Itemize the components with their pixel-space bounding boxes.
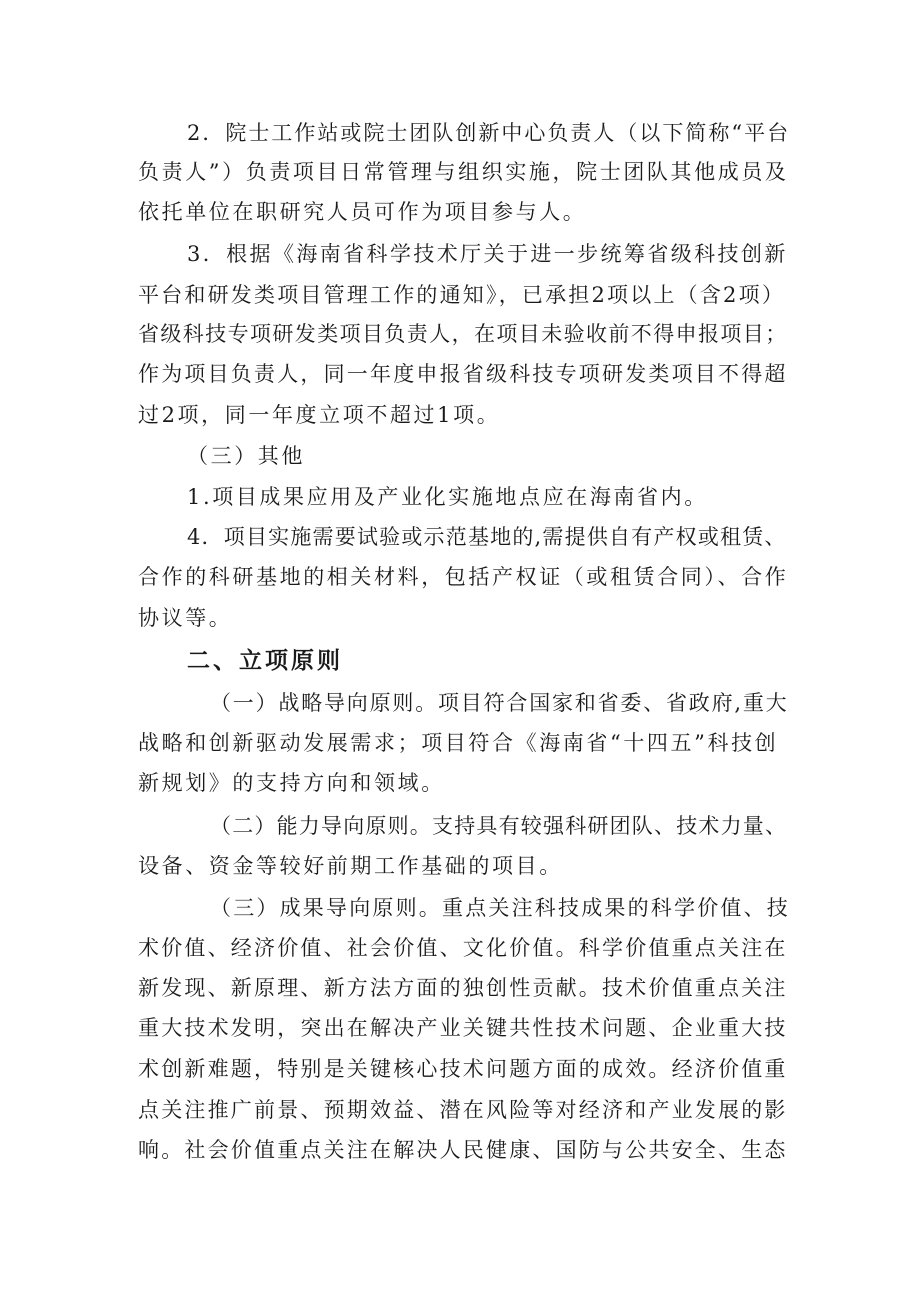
- text-line: 负责人”）负责项目日常管理与组织实施，院士团队其他成员及: [138, 160, 789, 184]
- text-line: 点关注推广前景、预期效益、潜在风险等对经济和产业发展的影: [138, 1098, 788, 1122]
- text-line: 战略和创新驱动发展需求；项目符合《海南省“十四五”科技创: [138, 731, 779, 755]
- text-line: 新发现、新原理、新方法方面的独创性贡献。技术价值重点关注: [138, 976, 788, 1000]
- text-line: 术价值、经济价值、社会价值、文化价值。科学价值重点关注在: [138, 936, 788, 960]
- text-line: 重大技术发明，突出在解决产业关键共性技术问题、企业重大技: [138, 1016, 788, 1040]
- text-line: （三）其他: [187, 444, 305, 468]
- text-line: 过2项，同一年度立项不超过1项。: [138, 403, 501, 427]
- text-line: 术创新难题，特别是关键核心技术问题方面的成效。经济价值重: [138, 1057, 788, 1081]
- text-line: 新规划》的支持方向和领域。: [138, 771, 445, 795]
- text-line: 省级科技专项研发类项目负责人，在项目未验收前不得申报项目；: [138, 322, 788, 346]
- text-line: 3．根据《海南省科学技术厅关于进一步统筹省级科技创新: [187, 242, 788, 266]
- text-line: 作为项目负责人，同一年度申报省级科技专项研发类项目不得超: [138, 362, 788, 386]
- text-line: 依托单位在职研究人员可作为项目参与人。: [138, 200, 587, 224]
- text-line: （一）战略导向原则。项目符合国家和省委、省政府,重大: [210, 691, 789, 715]
- text-line: 2．院士工作站或院士团队创新中心负责人（以下简称“平台: [187, 121, 791, 145]
- text-line: 设备、资金等较好前期工作基础的项目。: [138, 854, 563, 878]
- text-line: 合作的科研基地的相关材料，包括产权证（或租赁合同）、合作: [138, 565, 789, 589]
- text-line: 4．项目实施需要试验或示范基地的,需提供自有产权或租赁、: [187, 525, 787, 549]
- text-line: 响。社会价值重点关注在解决人民健康、国防与公共安全、生态: [138, 1138, 788, 1162]
- section-heading: 二、立项原则: [187, 648, 343, 674]
- text-line: 协议等。: [138, 606, 233, 630]
- text-line: （二）能力导向原则。支持具有较强科研团队、技术力量、: [210, 814, 788, 838]
- text-line: （三）成果导向原则。重点关注科技成果的科学价值、技: [210, 896, 790, 920]
- text-line: 平台和研发类项目管理工作的通知》，已承担2项以上（含2项）: [138, 283, 786, 307]
- text-line: 1.项目成果应用及产业化实施地点应在海南省内。: [187, 485, 708, 509]
